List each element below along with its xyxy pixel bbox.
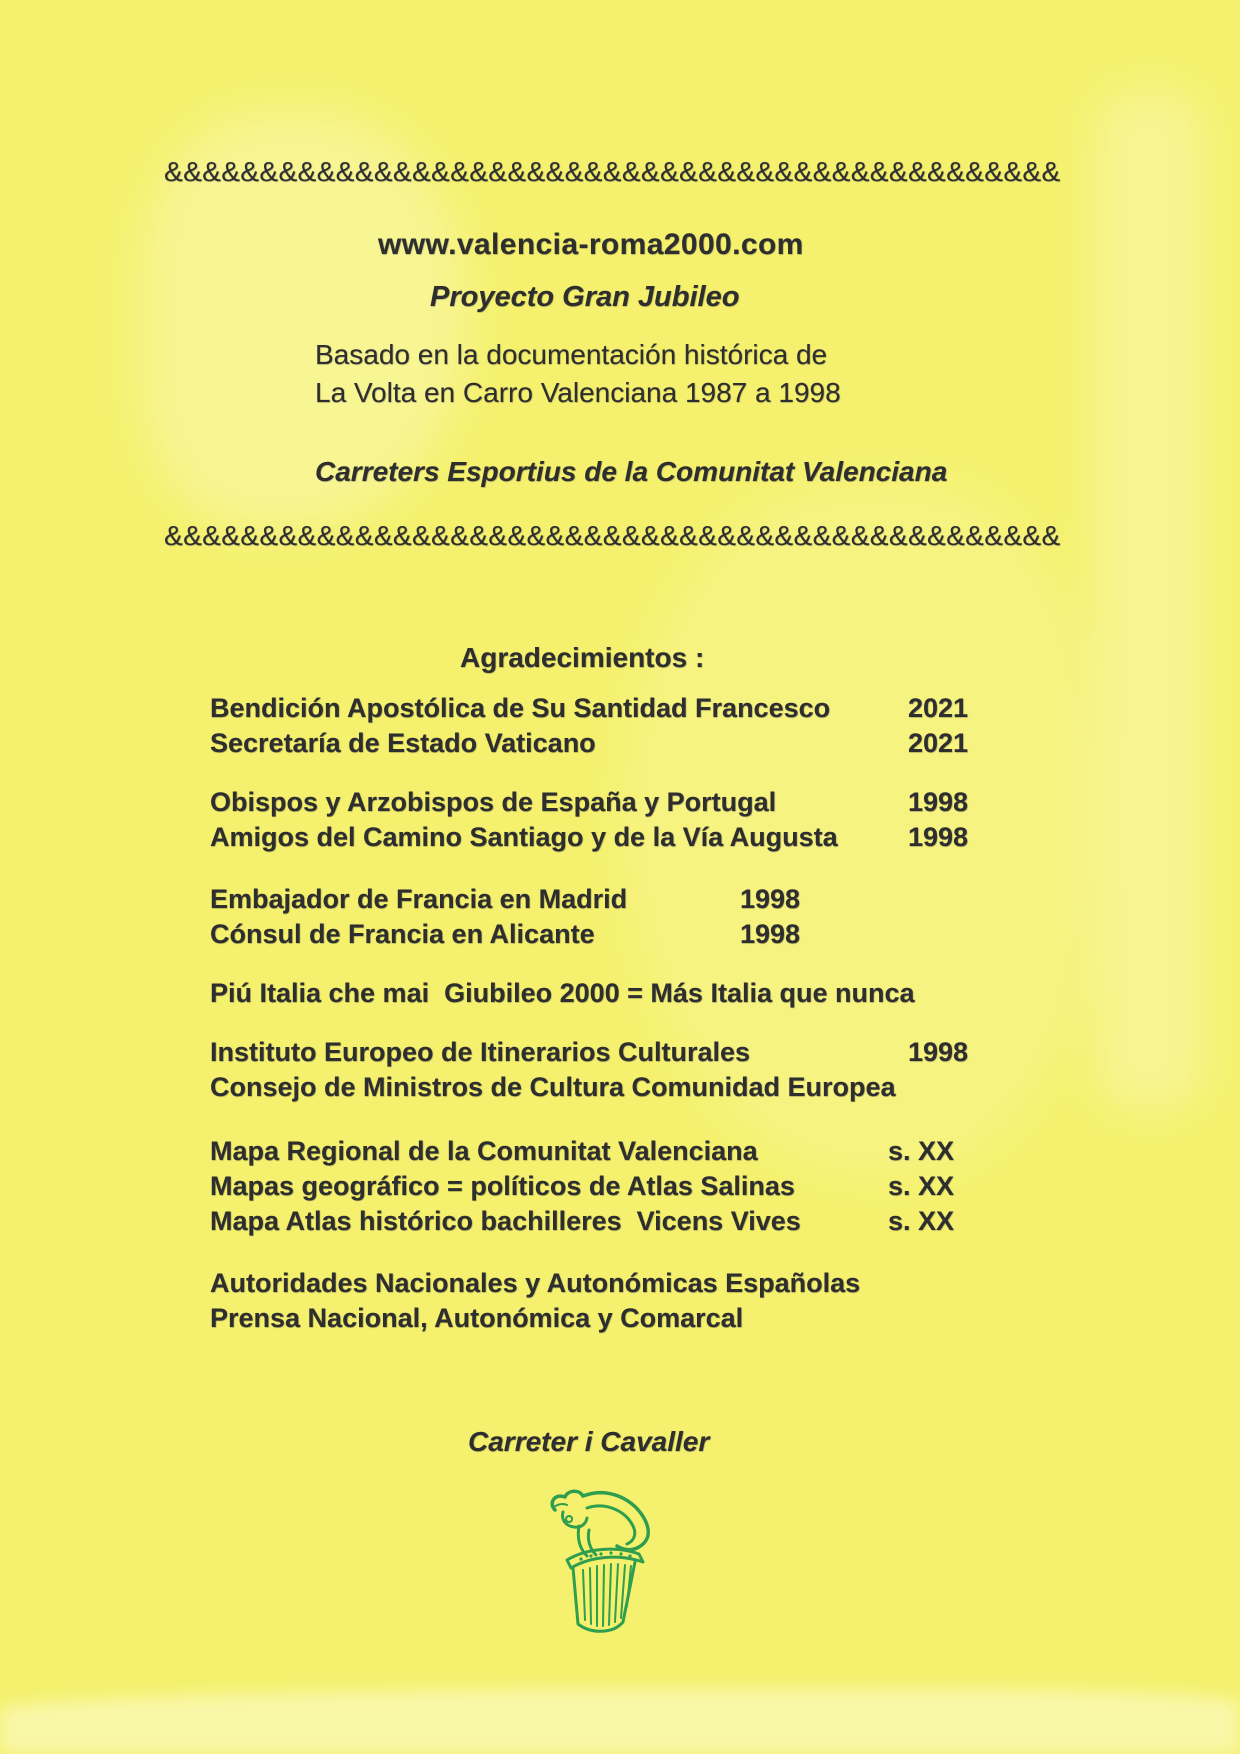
separator-row-top: &&&&&&&&&&&&&&&&&&&&&&&&&&&&&&&&&&&&&&&&&&&&&&& bbox=[164, 156, 1061, 187]
ack-label: Embajador de Francia en Madrid bbox=[210, 884, 628, 914]
ack-label: Obispos y Arzobispos de España y Portugal bbox=[210, 787, 777, 817]
ack-row bbox=[0, 921, 1240, 955]
ack-label: Cónsul de Francia en Alicante bbox=[210, 919, 595, 949]
ack-row bbox=[0, 980, 1240, 1014]
ack-row bbox=[0, 730, 1240, 764]
acknowledgements-heading: Agradecimientos : bbox=[460, 642, 705, 673]
ack-label: Mapa Atlas histórico bachilleres Vicens Vives bbox=[210, 1206, 801, 1236]
description-line-1: Basado en la documentación histórica de bbox=[315, 339, 828, 370]
ack-label: Prensa Nacional, Autonómica y Comarcal bbox=[210, 1303, 744, 1333]
project-title: Proyecto Gran Jubileo bbox=[430, 281, 740, 313]
ack-row bbox=[0, 1074, 1240, 1108]
ack-label: Instituto Europeo de Itinerarios Culturales bbox=[210, 1037, 751, 1067]
scan-light-patch bbox=[1095, 90, 1205, 1110]
subtitle: Carreters Esportius de la Comunitat Valenciana bbox=[315, 456, 948, 487]
ack-year: 1998 bbox=[740, 884, 801, 914]
ack-row bbox=[0, 824, 1240, 858]
signature-line: Carreter i Cavaller bbox=[468, 1426, 710, 1457]
ack-row bbox=[0, 886, 1240, 920]
ack-row bbox=[0, 1305, 1240, 1339]
ack-label: Mapa Regional de la Comunitat Valenciana bbox=[210, 1136, 758, 1166]
website-title: www.valencia-roma2000.com bbox=[378, 228, 804, 261]
ack-year: 1998 bbox=[908, 1037, 969, 1067]
ack-year: 1998 bbox=[908, 822, 969, 852]
scan-edge-highlight bbox=[0, 1688, 1240, 1754]
ack-label: Mapas geográfico = políticos de Atlas Salinas bbox=[210, 1171, 795, 1201]
ack-year: 1998 bbox=[908, 787, 969, 817]
ack-row bbox=[0, 1138, 1240, 1172]
ack-row bbox=[0, 1173, 1240, 1207]
ack-row bbox=[0, 789, 1240, 823]
ack-year: 2021 bbox=[908, 693, 969, 723]
ack-year: s. XX bbox=[888, 1206, 955, 1236]
ack-label: Bendición Apostólica de Su Santidad Francesco bbox=[210, 693, 831, 723]
carreter-stamp-icon bbox=[533, 1486, 667, 1642]
ack-row bbox=[0, 695, 1240, 729]
ack-label: Piú Italia che mai Giubileo 2000 = Más Italia que nunca bbox=[210, 978, 915, 1008]
ack-label: Consejo de Ministros de Cultura Comunidad Europea bbox=[210, 1072, 896, 1102]
ack-label: Amigos del Camino Santiago y de la Vía Augusta bbox=[210, 822, 838, 852]
ack-year: s. XX bbox=[888, 1136, 955, 1166]
ack-row bbox=[0, 1270, 1240, 1304]
ack-label: Autoridades Nacionales y Autonómicas Españolas bbox=[210, 1268, 861, 1298]
ack-year: 2021 bbox=[908, 728, 969, 758]
ack-label: Secretaría de Estado Vaticano bbox=[210, 728, 596, 758]
ack-row bbox=[0, 1039, 1240, 1073]
description-line-2: La Volta en Carro Valenciana 1987 a 1998 bbox=[315, 377, 841, 408]
ack-row bbox=[0, 1208, 1240, 1242]
ack-year: s. XX bbox=[888, 1171, 955, 1201]
ack-year: 1998 bbox=[740, 919, 801, 949]
separator-row-bottom: &&&&&&&&&&&&&&&&&&&&&&&&&&&&&&&&&&&&&&&&&&&&&&& bbox=[164, 520, 1061, 551]
